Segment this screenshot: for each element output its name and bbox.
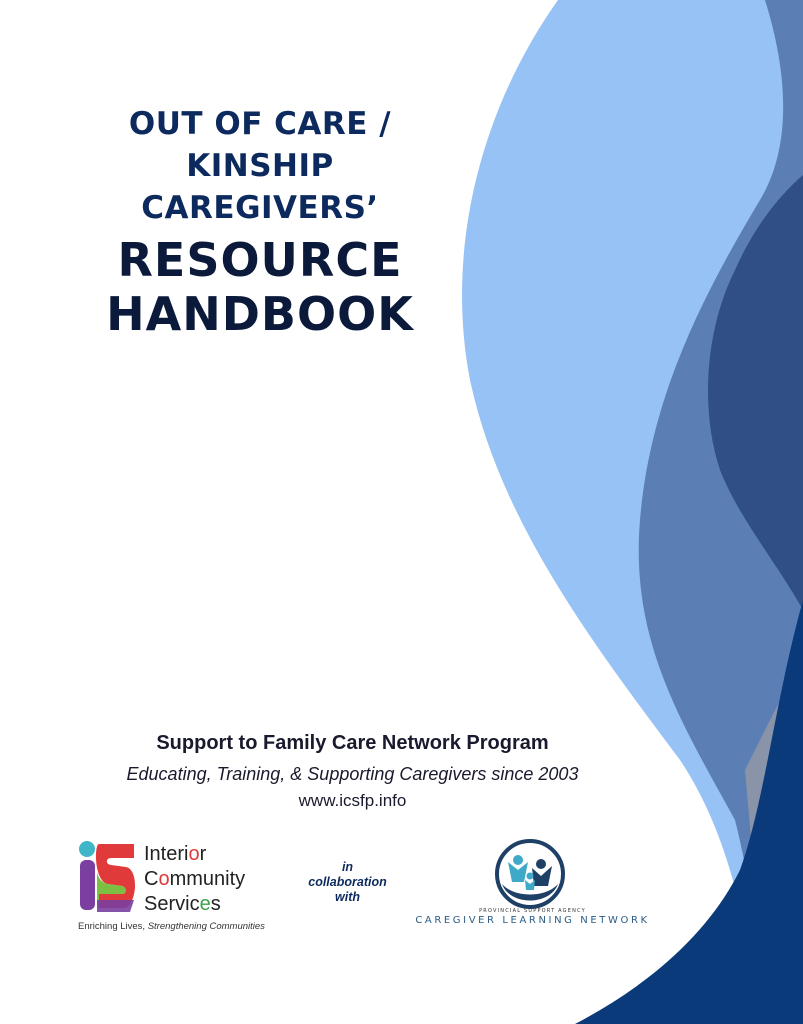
title-line-5: HANDBOOK xyxy=(106,287,414,341)
ics-line-interior: Interior xyxy=(144,843,207,865)
program-tagline: Educating, Training, & Supporting Caregivers since 2003 xyxy=(126,764,579,784)
ics-logo-icon xyxy=(78,840,138,915)
caregiver-network-icon xyxy=(494,838,566,910)
ics-logo xyxy=(78,840,268,940)
collab-line-2: collaboration xyxy=(308,875,387,889)
ics-line-services: Services xyxy=(144,893,221,915)
cln-name: CAREGIVER LEARNING NETWORK xyxy=(415,915,650,926)
title-line-1: OUT OF CARE / xyxy=(128,106,392,142)
ics-tagline: Enriching Lives, Strengthening Communities xyxy=(78,921,265,932)
program-url[interactable]: www.icsfp.info xyxy=(298,791,407,810)
cln-logo xyxy=(400,838,665,933)
cln-agency-label: PROVINCIAL SUPPORT AGENCY xyxy=(479,908,586,914)
ics-logo-names xyxy=(144,842,245,917)
collab-line-3: with xyxy=(335,890,360,904)
collab-line-1: in xyxy=(341,860,354,874)
title-line-4: RESOURCE xyxy=(117,233,403,287)
collaboration-text xyxy=(300,860,395,905)
ics-line-community: Community xyxy=(144,868,246,890)
title-line-3: CAREGIVERS’ xyxy=(141,190,379,226)
title-line-2: KINSHIP xyxy=(186,148,334,184)
program-name: Support to Family Care Network Program xyxy=(156,732,549,754)
